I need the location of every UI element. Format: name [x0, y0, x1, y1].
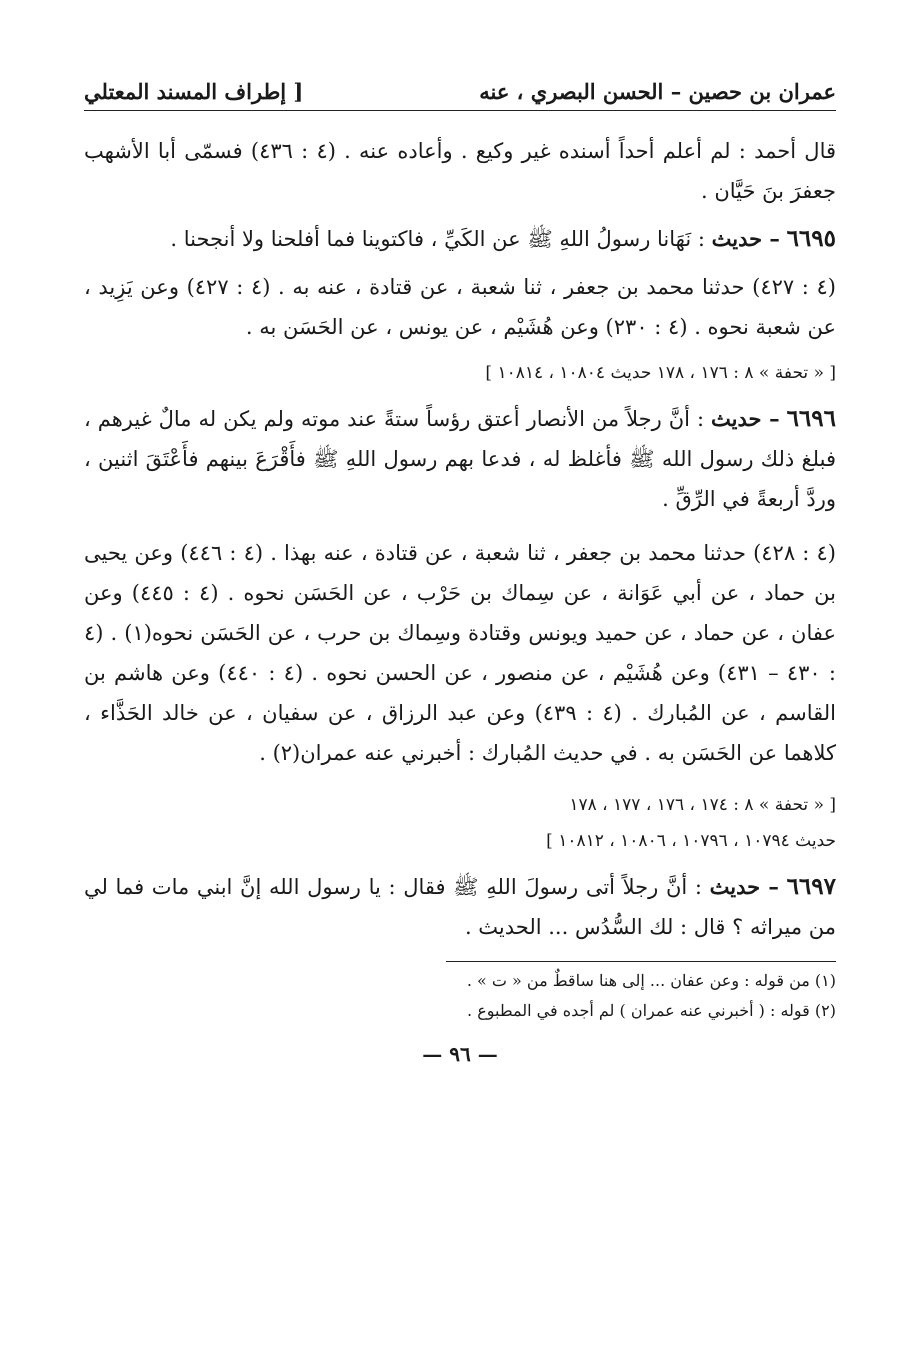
header-chapter-title: عمران بن حصين – الحسن البصري ، عنه — [479, 79, 836, 104]
hadith-6697 — [84, 867, 836, 947]
isnad-paragraph-6696: (٤ : ٤٢٨) حدثنا محمد بن جعفر ، ثنا شعبة ، عن قتادة ، عنه بهذا . (٤ : ٤٤٦) وعن يحيى بن حماد ، عن أبي عَوَانة ، عن سِماك بن حَرْب ، عن الحَسَن نحوه . (٤ : ٤٤٥) وعن عفان ، عن حماد ، عن حميد ويونس وقتادة وسِماك بن حرب ، عن الحَسَن نحوه(١) . (٤ : ٤٣٠ – ٤٣١) وعن هُشَيْم ، عن منصور ، عن الحسن نحوه . (٤ : ٤٤٠) وعن هاشم بن القاسم ، عن المُبارك . (٤ : ٤٣٩) وعن عبد الرزاق ، عن سفيان ، عن خالد الحَذَّاء ، كلاهما عن الحَسَن به . في حديث المُبارك : أخبرني عنه عمران(٢) . — [84, 541, 836, 765]
hadith-text: : نَهَانا رسولُ اللهِ ﷺ عن الكَيِّ ، فاكتوينا فما أفلحنا ولا أنجحنا . — [170, 227, 705, 251]
paragraph-ahmad-note: قال أحمد : لم أعلم أحداً أسنده غير وكيع . وأعاده عنه . (٤ : ٤٣٦) فسمّى أبا الأشهب جعفرَ بنَ حَيَّان . — [84, 139, 837, 203]
hadith-6696 — [84, 399, 836, 519]
page-number: — ٩٦ — — [422, 1042, 498, 1066]
hadith-number: ٦٦٩٧ — [786, 873, 836, 900]
footnotes — [446, 961, 836, 1026]
header-book-title: [ إطراف المسند المعتلي — [84, 79, 304, 104]
isnad-paragraph-6695: (٤ : ٤٢٧) حدثنا محمد بن جعفر ، ثنا شعبة ، عن قتادة ، عنه به . (٤ : ٤٢٧) وعن يَزِيد ، عن شعبة نحوه . (٤ : ٢٣٠) وعن هُشَيْم ، عن يونس ، عن الحَسَن به . — [84, 275, 836, 339]
hadith-number: ٦٦٩٥ — [786, 225, 836, 252]
hadith-label: – حديث — [711, 226, 780, 251]
running-header — [84, 70, 836, 111]
hadith-text: : أنَّ رجلاً أتى رسولَ اللهِ ﷺ فقال : يا رسول الله إنَّ ابني مات فما لي من ميراثه ؟ قال : لك السُّدُس ... الحديث . — [84, 875, 836, 939]
main-text — [84, 131, 836, 947]
hadith-number: ٦٦٩٦ — [786, 405, 836, 432]
tuhfa-reference-6696-line2: حديث ١٠٧٩٤ ، ١٠٧٩٦ ، ١٠٨٠٦ ، ١٠٨١٢ ] — [546, 831, 836, 851]
hadith-text: : أنَّ رجلاً من الأنصار أعتق رؤساً ستةً عند موته ولم يكن له مالٌ غيرهم ، فبلغ ذلك رسول الله ﷺ فأغلظ له ، فدعا بهم رسول اللهِ ﷺ فأَقْرَعَ بينهم فأَعْتَقَ اثنين ، وردَّ أربعةً في الرِّقِّ . — [84, 407, 836, 511]
hadith-label: – حديث — [709, 874, 779, 899]
hadith-6695 — [84, 219, 836, 259]
tuhfa-reference-6696-line1: [ « تحفة » ٨ : ١٧٤ ، ١٧٦ ، ١٧٧ ، ١٧٨ — [569, 795, 836, 815]
book-page — [84, 70, 836, 1066]
footnote-1: (١) من قوله : وعن عفان ... إلى هنا ساقطٌ من « ت » . — [466, 971, 836, 990]
footnote-2: (٢) قوله : ( أخبرني عنه عمران ) لم أجده في المطبوع . — [467, 1001, 836, 1020]
hadith-label: – حديث — [711, 406, 780, 431]
tuhfa-reference-6695: [ « تحفة » ٨ : ١٧٦ ، ١٧٨ حديث ١٠٨٠٤ ، ١٠٨١٤ ] — [485, 363, 836, 383]
